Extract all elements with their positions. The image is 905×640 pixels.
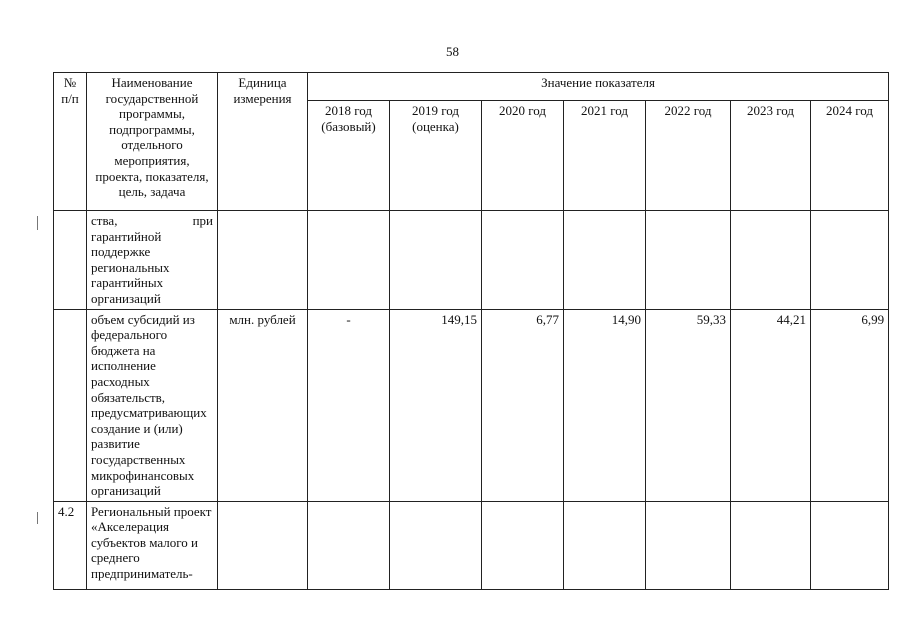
row-value-2018: - [308,309,390,501]
scan-mark [37,216,38,230]
row-value-2023: 44,21 [731,309,811,501]
row-number: 4.2 [54,501,87,589]
header-year-2024: 2024 год [811,101,889,211]
header-year-2021: 2021 год [564,101,646,211]
row-value-2022 [646,501,731,589]
row-value-2018 [308,211,390,310]
header-year-2023: 2023 год [731,101,811,211]
row-value-2019 [390,211,482,310]
row-value-2021: 14,90 [564,309,646,501]
row-name: объем субсидий из федерального бюджета на исполнение расходных обязательств, предусматривающих создание и (или) развитие государственных микрофинансовых организаций [87,309,218,501]
header-name: Наименование государственной программы, подпрограммы, отдельного мероприятия, проекта, показателя, цель, задача [87,73,218,211]
row-value-2019: 149,15 [390,309,482,501]
table-row [54,501,889,589]
header-number: № п/п [54,73,87,211]
row-number [54,211,87,310]
row-value-2018 [308,501,390,589]
header-year-2022: 2022 год [646,101,731,211]
row-value-2024 [811,211,889,310]
header-year-2018: 2018 год (базовый) [308,101,390,211]
indicator-table [53,72,889,590]
table-row [54,309,889,501]
row-value-2021 [564,501,646,589]
row-value-2020: 6,77 [482,309,564,501]
row-value-2020 [482,501,564,589]
row-unit [218,501,308,589]
row-unit [218,211,308,310]
row-name: Региональный проект «Акселерация субъектов малого и среднего предприниматель- [87,501,218,589]
row-name: ства, при гарантийной поддержке региональных гарантийных организаций [87,211,218,310]
row-value-2022: 59,33 [646,309,731,501]
row-value-2024 [811,501,889,589]
row-value-2023 [731,501,811,589]
row-number [54,309,87,501]
row-value-2020 [482,211,564,310]
header-year-2020: 2020 год [482,101,564,211]
table-header [54,73,889,211]
row-value-2022 [646,211,731,310]
header-unit: Единица измерения [218,73,308,211]
row-value-2023 [731,211,811,310]
header-year-2019: 2019 год (оценка) [390,101,482,211]
page-number: 58 [446,44,459,59]
header-value-group: Значение показателя [308,73,889,101]
row-unit: млн. рублей [218,309,308,501]
scan-mark [37,512,38,524]
table-row [54,211,889,310]
row-value-2019 [390,501,482,589]
row-value-2024: 6,99 [811,309,889,501]
row-value-2021 [564,211,646,310]
